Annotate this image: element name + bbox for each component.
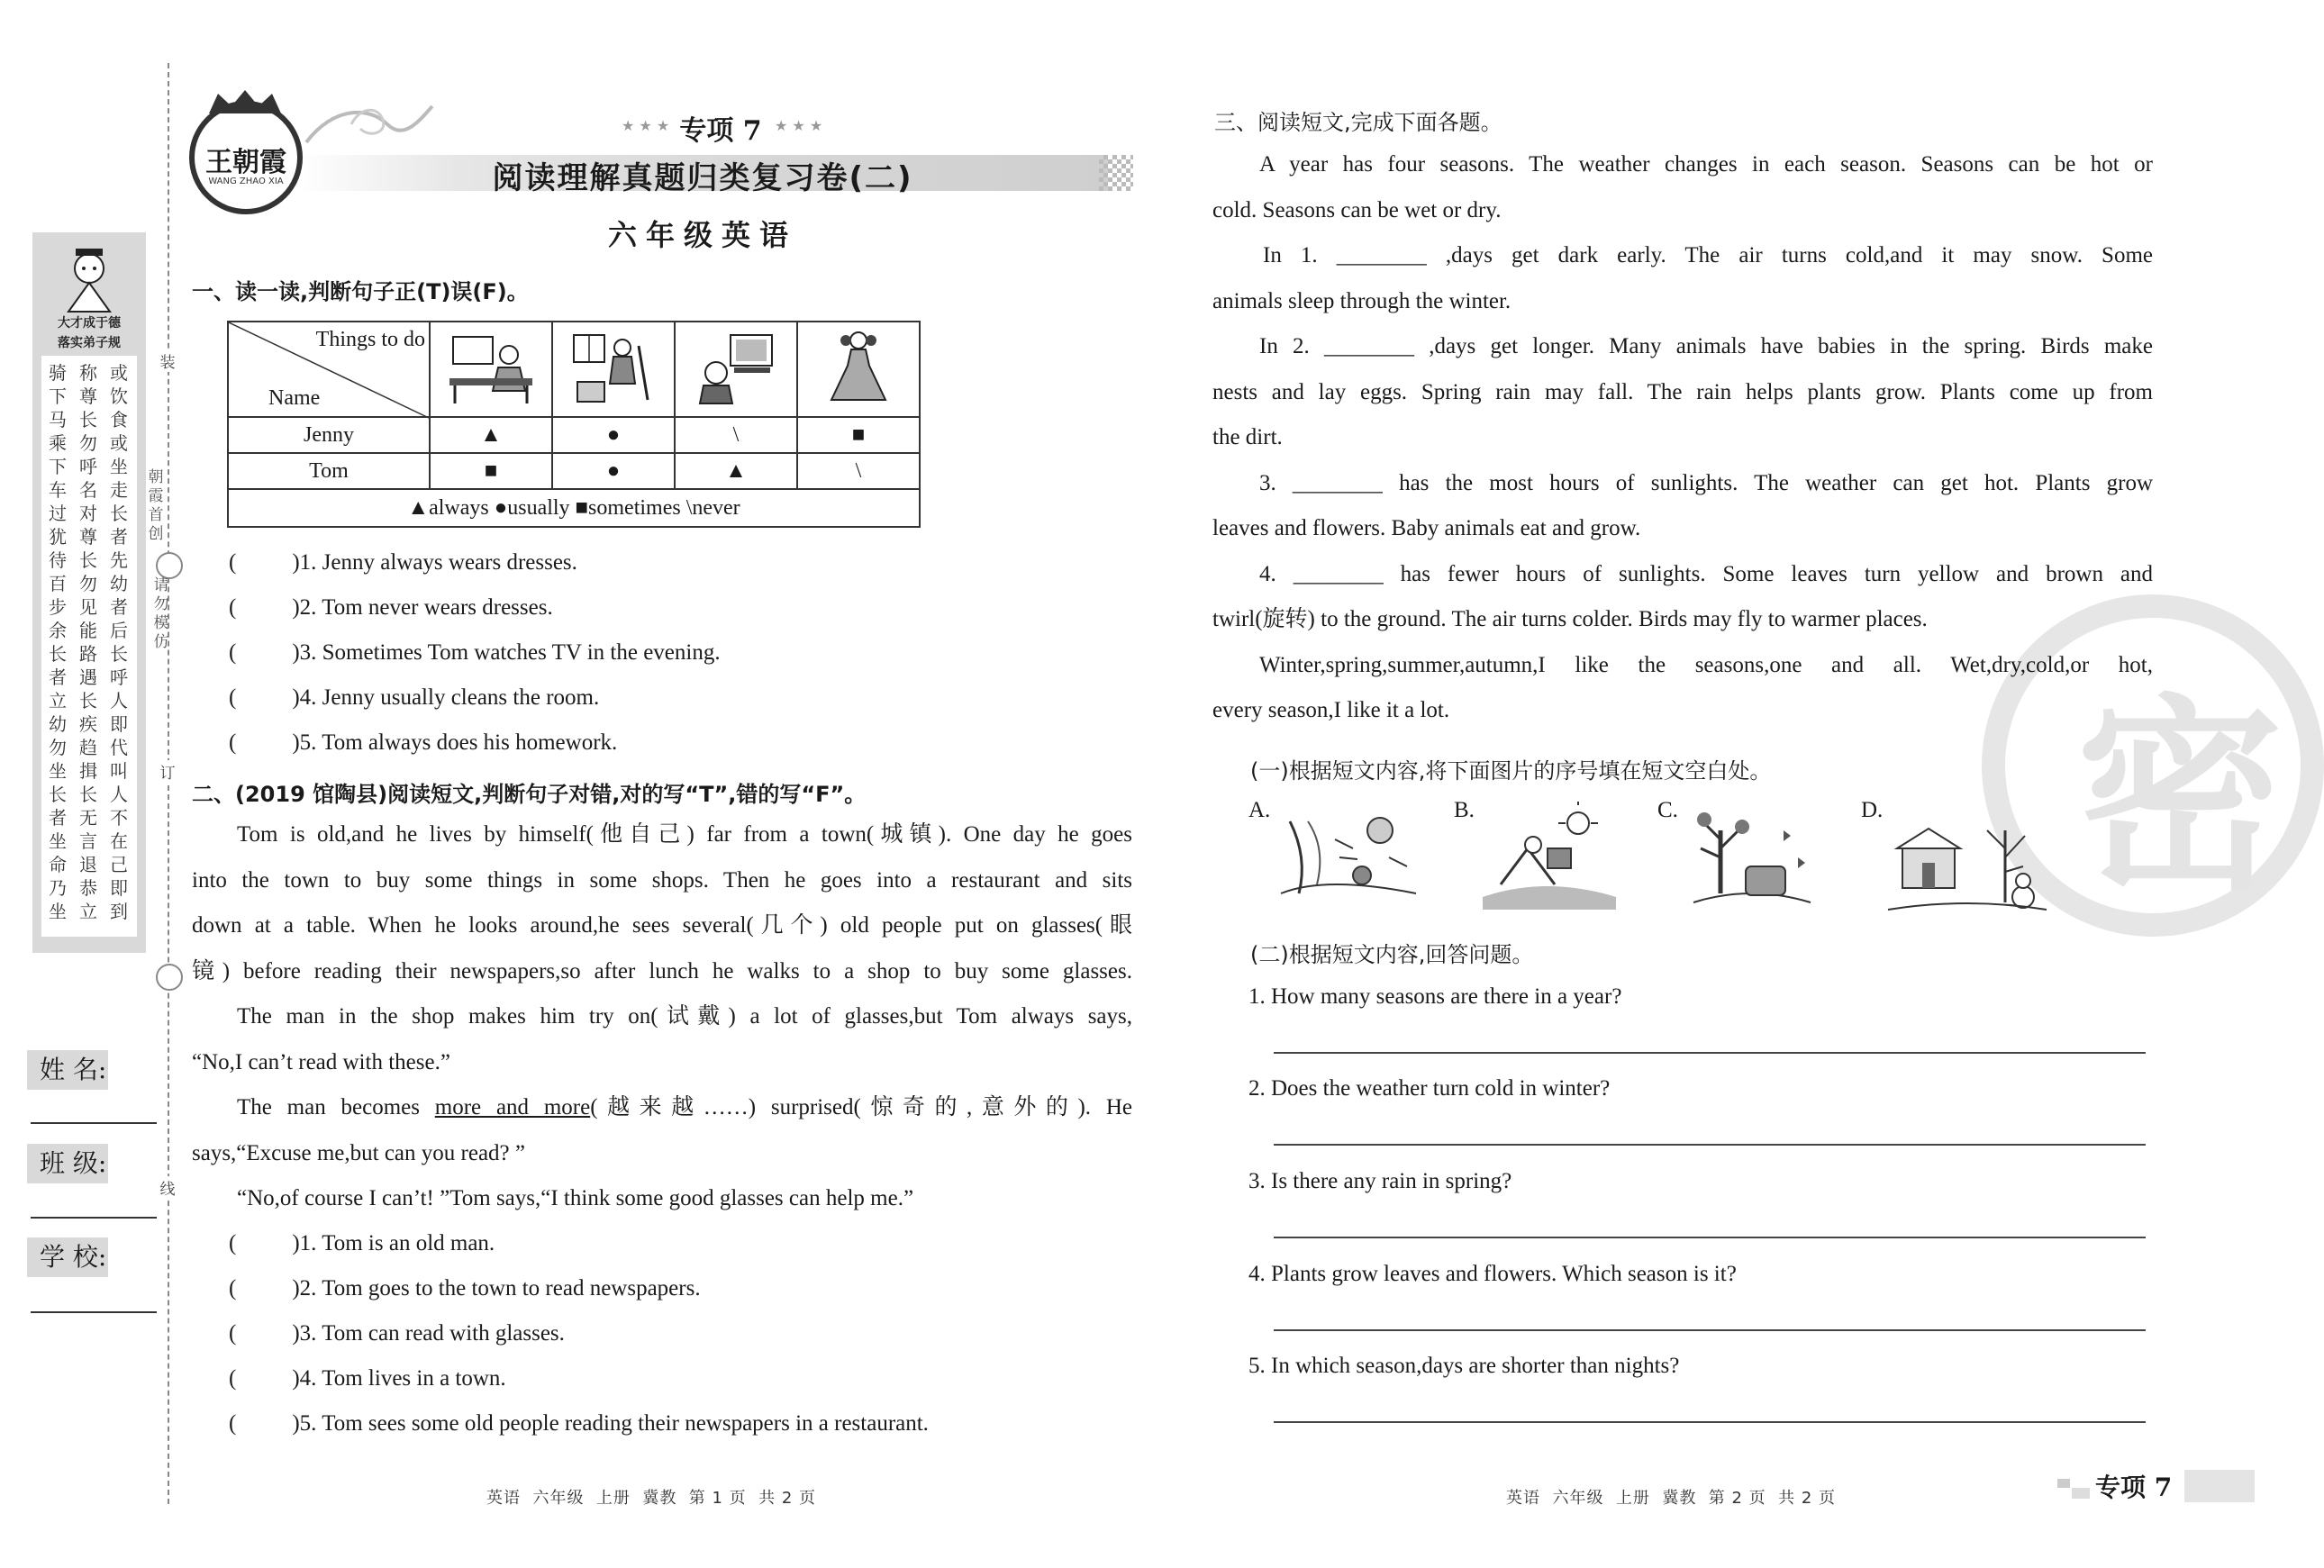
section2-questions xyxy=(229,1221,929,1446)
rule-char: 趋 xyxy=(79,737,97,758)
rule-char: 骑 xyxy=(49,362,67,384)
rule-char: 勿 xyxy=(79,573,97,594)
rule-char: 坐 xyxy=(49,830,67,852)
rule-char: 对 xyxy=(79,503,97,524)
mark-cell: ▲ xyxy=(430,417,552,453)
rule-char: 即 xyxy=(110,713,128,735)
crown-icon xyxy=(200,88,290,115)
tf-question[interactable]: ( )3. Sometimes Tom watches TV in the evening. xyxy=(229,640,721,665)
school-label: 学 校: xyxy=(27,1237,108,1277)
activity-homework-picture xyxy=(430,322,552,417)
rule-char: 立 xyxy=(49,690,67,711)
answer-line[interactable] xyxy=(1274,1237,2146,1238)
mark-cell: \ xyxy=(797,453,920,489)
row-name: Tom xyxy=(228,453,430,489)
rule-char: 能 xyxy=(79,620,97,641)
rule-char: 命 xyxy=(49,854,67,875)
name-label: 姓 名: xyxy=(27,1050,108,1090)
rule-char: 坐 xyxy=(110,456,128,477)
rule-char: 人 xyxy=(110,690,128,711)
passage-line: down at a table. When he looks around,he sees several(几个) old people put on glasses(眼 xyxy=(192,913,1132,938)
corner-block xyxy=(2057,1479,2070,1488)
answer-line[interactable] xyxy=(1274,1144,2146,1146)
rule-char: 下 xyxy=(49,456,67,477)
rule-char: 余 xyxy=(49,620,67,641)
passage-line: every season,I like it a lot. xyxy=(1212,698,1450,722)
name-field[interactable] xyxy=(31,1122,157,1124)
rule-char: 呼 xyxy=(110,666,128,688)
rules-column-1 xyxy=(47,361,68,923)
rule-char: 先 xyxy=(110,549,128,571)
passage-line: into the town to buy some things in some shops. Then he goes into a restaurant and sits xyxy=(192,867,1132,893)
rule-char: 者 xyxy=(110,526,128,548)
grade-subject: 六年级英语 xyxy=(607,218,797,252)
rule-char: 下 xyxy=(49,385,67,407)
picture-label-d: D. xyxy=(1861,798,1884,822)
table-corner-top: Things to do xyxy=(315,328,425,351)
passage-line: “No,I can’t read with these.” xyxy=(192,1049,450,1074)
cleaning-icon xyxy=(568,328,658,405)
rule-char: 立 xyxy=(79,901,97,922)
mark-cell: ● xyxy=(552,453,675,489)
rule-char: 己 xyxy=(110,854,128,875)
mark-cell: ■ xyxy=(430,453,552,489)
rule-char: 见 xyxy=(79,596,97,618)
rule-char: 步 xyxy=(49,596,67,618)
tv-icon xyxy=(691,328,781,405)
rule-char: 幼 xyxy=(110,573,128,594)
rule-char: 遇 xyxy=(79,666,97,688)
rule-char: 在 xyxy=(110,830,128,852)
tf-question[interactable]: ( )2. Tom goes to the town to read newspapers. xyxy=(229,1276,701,1301)
rule-char: 或 xyxy=(110,432,128,454)
rule-char: 车 xyxy=(49,479,67,501)
passage-line: The man becomes more and more(越来越……) surprised(惊奇的,意外的). He xyxy=(237,1095,1133,1119)
rule-char: 马 xyxy=(49,409,67,431)
tf-question[interactable]: ( )1. Jenny always wears dresses. xyxy=(229,550,577,575)
answer-question: 3. Is there any rain in spring? xyxy=(1248,1169,1512,1193)
tf-question[interactable]: ( )3. Tom can read with glasses. xyxy=(229,1321,565,1346)
topic-stars-left: ★ ★ ★ xyxy=(622,117,670,134)
rule-char: 待 xyxy=(49,549,67,571)
passage-line: In 2. ________ ,days get longer. Many animals have babies in the spring. Birds make xyxy=(1259,334,2153,358)
topic-label: 专项 7 xyxy=(679,115,762,147)
passage-line: Winter,spring,summer,autumn,I like the seasons,one and all. Wet,dry,cold,or hot, xyxy=(1259,652,2153,677)
rule-char: 犹 xyxy=(49,526,67,548)
binding-mark-3: 线 xyxy=(157,1176,178,1199)
rule-char: 疾 xyxy=(79,713,97,735)
ribbon-icon xyxy=(297,97,441,151)
autumn-tree-picture xyxy=(1684,803,1818,910)
rule-char: 长 xyxy=(79,549,97,571)
underlined-phrase: more and more xyxy=(434,1095,591,1119)
tf-question[interactable]: ( )2. Tom never wears dresses. xyxy=(229,595,553,620)
rule-char: 后 xyxy=(110,620,128,641)
corner-topic-label: 专项 7 xyxy=(2095,1473,2173,1502)
rule-char: 者 xyxy=(110,596,128,618)
brand-logo-subtext: WANG ZHAO XIA xyxy=(208,177,284,186)
rule-char: 乃 xyxy=(49,877,67,899)
footer-right: 英语 六年级 上册 冀教 第 2 页 共 2 页 xyxy=(1506,1489,1837,1508)
section3-passage xyxy=(1212,142,2153,734)
answer-question: 4. Plants grow leaves and flowers. Which season is it? xyxy=(1248,1262,1737,1286)
rule-char: 退 xyxy=(79,854,97,875)
mark-cell: ● xyxy=(552,417,675,453)
rule-char: 者 xyxy=(49,807,67,829)
tf-question[interactable]: ( )4. Tom lives in a town. xyxy=(229,1366,506,1391)
rule-char: 即 xyxy=(110,877,128,899)
sub1-heading: (一)根据短文内容,将下面图片的序号填在短文空白处。 xyxy=(1250,758,1772,784)
section3-heading: 三、阅读短文,完成下面各题。 xyxy=(1214,110,1502,135)
rule-char: 饮 xyxy=(110,385,128,407)
dress-icon xyxy=(813,328,903,405)
rules-column-3 xyxy=(108,361,130,923)
activity-dress-picture xyxy=(797,322,920,417)
rule-char: 勿 xyxy=(49,737,67,758)
rule-char: 坐 xyxy=(49,901,67,922)
binding-dash-line xyxy=(168,63,169,1504)
rule-char: 尊 xyxy=(79,385,97,407)
sub2-heading: (二)根据短文内容,回答问题。 xyxy=(1250,942,1534,967)
punch-hole-2 xyxy=(156,964,183,991)
rule-char: 呼 xyxy=(79,456,97,477)
rule-char: 乘 xyxy=(49,432,67,454)
answer-question: 1. How many seasons are there in a year? xyxy=(1248,984,1622,1009)
summer-beach-picture xyxy=(1483,803,1616,910)
class-field[interactable] xyxy=(31,1217,157,1219)
rule-char: 人 xyxy=(110,784,128,805)
passage-line: In 1. ________ ,days get dark early. The air turns cold,and it may snow. Some xyxy=(1263,243,2153,267)
rule-char: 名 xyxy=(79,479,97,501)
passage-line: Tom is old,and he lives by himself(他自己) far from a town(城镇). One day he goes xyxy=(237,822,1132,847)
rule-char: 坐 xyxy=(49,760,67,782)
scholar-figure-icon xyxy=(50,241,128,313)
mark-cell: ■ xyxy=(797,417,920,453)
rule-char: 百 xyxy=(49,573,67,594)
winter-snow-picture xyxy=(1888,803,2047,920)
rule-char: 无 xyxy=(79,807,97,829)
answer-line[interactable] xyxy=(1274,1421,2146,1423)
rule-char: 幼 xyxy=(49,713,67,735)
mark-cell: ▲ xyxy=(675,453,797,489)
section2-passage xyxy=(192,812,1132,1222)
tf-question[interactable]: ( )5. Tom sees some old people reading their newspapers in a restaurant. xyxy=(229,1411,929,1436)
rule-char: 叫 xyxy=(110,760,128,782)
rule-char: 长 xyxy=(49,784,67,805)
passage-line: leaves and flowers. Baby animals eat and grow. xyxy=(1212,516,1641,540)
answer-question: 2. Does the weather turn cold in winter? xyxy=(1248,1076,1611,1101)
corner-block xyxy=(2072,1488,2090,1499)
passage-line: twirl(旋转) to the ground. The air turns colder. Birds may fly to warmer places. xyxy=(1212,607,1928,631)
section1-heading: 一、读一读,判断句子正(T)误(F)。 xyxy=(192,279,529,304)
autumn-wind-picture xyxy=(1272,803,1421,910)
answer-line[interactable] xyxy=(1274,1329,2146,1331)
passage-line: “No,of course I can’t! ”Tom says,“I think some good glasses can help me.” xyxy=(237,1186,914,1210)
passage-line: says,“Excuse me,but can you read? ” xyxy=(192,1140,525,1165)
rule-char: 者 xyxy=(49,666,67,688)
tf-question[interactable]: ( )1. Tom is an old man. xyxy=(229,1231,495,1255)
table-row-jenny xyxy=(228,417,920,453)
copyright-note-1: 朝霞首创 xyxy=(148,468,164,543)
passage-line: nests and lay eggs. Spring rain may fall. The rain helps plants grow. Plants come up from xyxy=(1212,379,2153,404)
rule-char: 言 xyxy=(79,830,97,852)
table-legend: ▲always ●usually ■sometimes \never xyxy=(228,489,920,527)
tf-question[interactable]: ( )4. Jenny usually cleans the room. xyxy=(229,685,600,710)
table-row-tom xyxy=(228,453,920,489)
rule-char: 长 xyxy=(79,409,97,431)
rule-char: 代 xyxy=(110,737,128,758)
passage-line: 3. ________ has the most hours of sunlights. The weather can get hot. Plants grow xyxy=(1259,470,2153,495)
rules-column-2 xyxy=(77,361,99,923)
rule-char: 长 xyxy=(49,643,67,665)
brand-logo-text: 王朝霞 xyxy=(205,147,286,178)
binding-mark-1: 装 xyxy=(157,349,178,372)
passage-line: 镜) before reading their newspapers,so after lunch he walks to a shop to buy some glasses. xyxy=(192,958,1132,983)
confidential-stamp-char: 密 xyxy=(2075,678,2283,919)
rule-char: 称 xyxy=(79,362,97,384)
footer-left: 英语 六年级 上册 冀教 第 1 页 共 2 页 xyxy=(486,1489,817,1508)
rule-char: 长 xyxy=(110,503,128,524)
mark-cell: \ xyxy=(675,417,797,453)
passage-line: A year has four seasons. The weather changes in each season. Seasons can be hot or xyxy=(1259,152,2153,177)
punch-hole-1 xyxy=(156,552,183,579)
passage-line: The man in the shop makes him try on(试戴) a lot of glasses,but Tom always says, xyxy=(237,1004,1132,1029)
school-field[interactable] xyxy=(31,1311,157,1313)
copyright-note-2: 请勿模仿 xyxy=(153,576,169,651)
picture-label-b: B. xyxy=(1454,798,1475,822)
homework-icon xyxy=(446,328,536,405)
class-label: 班 级: xyxy=(27,1144,108,1183)
rule-char: 食 xyxy=(110,409,128,431)
picture-label-a: A. xyxy=(1248,798,1271,822)
table-corner-cell xyxy=(228,322,430,417)
motto-line-1: 大才成于德 xyxy=(58,316,121,331)
rule-char: 或 xyxy=(110,362,128,384)
row-name: Jenny xyxy=(228,417,430,453)
passage-line: 4. ________ has fewer hours of sunlights. Some leaves turn yellow and brown and xyxy=(1259,561,2153,586)
rule-char: 长 xyxy=(110,643,128,665)
rule-char: 揖 xyxy=(79,760,97,782)
section2-heading: 二、(2019 馆陶县)阅读短文,判断句子对错,对的写“T”,错的写“F”。 xyxy=(192,782,867,807)
rule-char: 路 xyxy=(79,643,97,665)
rule-char: 过 xyxy=(49,503,67,524)
frequency-table xyxy=(227,321,921,528)
rule-char: 尊 xyxy=(79,526,97,548)
picture-label-c: C. xyxy=(1657,798,1678,822)
passage-line: cold. Seasons can be wet or dry. xyxy=(1212,197,1502,222)
topic-stars-right: ★ ★ ★ xyxy=(775,117,823,134)
activity-cleaning-picture xyxy=(552,322,675,417)
rule-char: 走 xyxy=(110,479,128,501)
rule-char: 到 xyxy=(110,901,128,922)
answer-question: 5. In which season,days are shorter than nights? xyxy=(1248,1354,1680,1378)
corner-block xyxy=(2184,1470,2255,1502)
rule-char: 勿 xyxy=(79,432,97,454)
rules-text xyxy=(41,356,137,937)
table-corner-bottom: Name xyxy=(268,386,321,410)
tf-question[interactable]: ( )5. Tom always does his homework. xyxy=(229,730,618,755)
rule-char: 不 xyxy=(110,807,128,829)
binding-mark-2: 订 xyxy=(157,760,178,783)
motto-line-2: 落实弟子规 xyxy=(58,336,121,350)
activity-tv-picture xyxy=(675,322,797,417)
passage-line: the dirt. xyxy=(1212,425,1283,449)
rule-char: 长 xyxy=(79,690,97,711)
rule-char: 长 xyxy=(79,784,97,805)
passage-line: animals sleep through the winter. xyxy=(1212,288,1512,313)
answer-line[interactable] xyxy=(1274,1052,2146,1054)
page-title: 阅读理解真题归类复习卷(二) xyxy=(492,160,913,196)
section1-questions xyxy=(229,540,721,766)
rule-char: 恭 xyxy=(79,877,97,899)
